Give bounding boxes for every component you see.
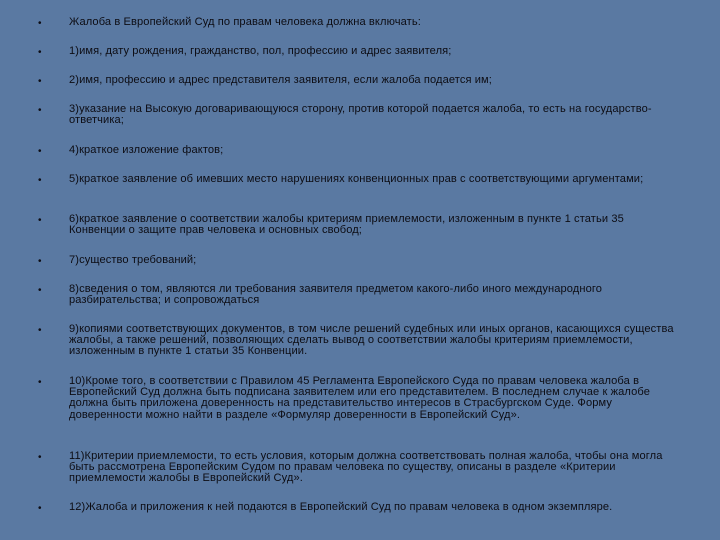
bullet-icon: • <box>38 105 42 116</box>
list-item-text: 12)Жалоба и приложения к ней подаются в Европейский Суд по правам человека в одном экземпляре. <box>69 501 613 513</box>
list-item-text: 6)краткое заявление о соответствии жалобы критериям приемлемости, изложенным в пункте 1 статьи 35 Конвенции о защите прав человека и основных свобод; <box>69 213 624 237</box>
bullet-icon: • <box>38 215 42 226</box>
list-item-text: 7)существо требований; <box>69 254 197 266</box>
bullet-icon: • <box>38 256 42 267</box>
bullet-icon: • <box>38 18 42 29</box>
list-item-text: 3)указание на Высокую договаривающуюся сторону, против которой подается жалоба, то есть на государство-ответчика; <box>69 103 652 127</box>
list-item-text: 1)имя, дату рождения, гражданство, пол, профессию и адрес заявителя; <box>69 45 452 57</box>
bullet-icon: • <box>38 377 42 388</box>
bullet-icon: • <box>38 503 42 514</box>
list-item-text: 5)краткое заявление об имевших место нарушениях конвенционных прав с соответствующими аргументами; <box>69 173 644 185</box>
bullet-icon: • <box>38 175 42 186</box>
list-item-text: Жалоба в Европейский Суд по правам человека должна включать: <box>69 16 421 28</box>
list-item-text: 10)Кроме того, в соответствии с Правилом 45 Регламента Европейского Суда по правам человека жалоба в Европейский Суд должна быть подписана заявителем или его представителем. В последнем случае к жалобе должна быть приложена доверенность на представительство интересов в Страсбургском Суде. Форму доверенности можно найти в разделе «Формуляр доверенности в Европейский Суд». <box>69 375 650 421</box>
bullet-icon: • <box>38 47 42 58</box>
list-item-text: 4)краткое изложение фактов; <box>69 144 224 156</box>
bullet-icon: • <box>38 452 42 463</box>
bullet-icon: • <box>38 325 42 336</box>
list-item-text: 9)копиями соответствующих документов, в том числе решений судебных или иных органов, касающихся существа жалобы, а также решений, позволяющих сделать вывод о соответствии жалобы критериям приемлемости, изложенным в пункте 1 статьи 35 Конвенции. <box>69 323 674 358</box>
bullet-icon: • <box>38 76 42 87</box>
bullet-icon: • <box>38 146 42 157</box>
list-item-text: 8)сведения о том, являются ли требования заявителя предметом какого-либо иного международного разбирательства; и сопровождаться <box>69 283 603 307</box>
bullet-icon: • <box>38 285 42 296</box>
list-item-text: 2)имя, профессию и адрес представителя заявителя, если жалоба подается им; <box>69 74 492 86</box>
list-item-text: 11)Критерии приемлемости, то есть условия, которым должна соответствовать полная жалоба, чтобы она могла быть рассмотрена Европейским Судом по правам человека по существу, описаны в разделе «Критерии приемлемости жалобы в Европейский Суд». <box>69 450 663 485</box>
